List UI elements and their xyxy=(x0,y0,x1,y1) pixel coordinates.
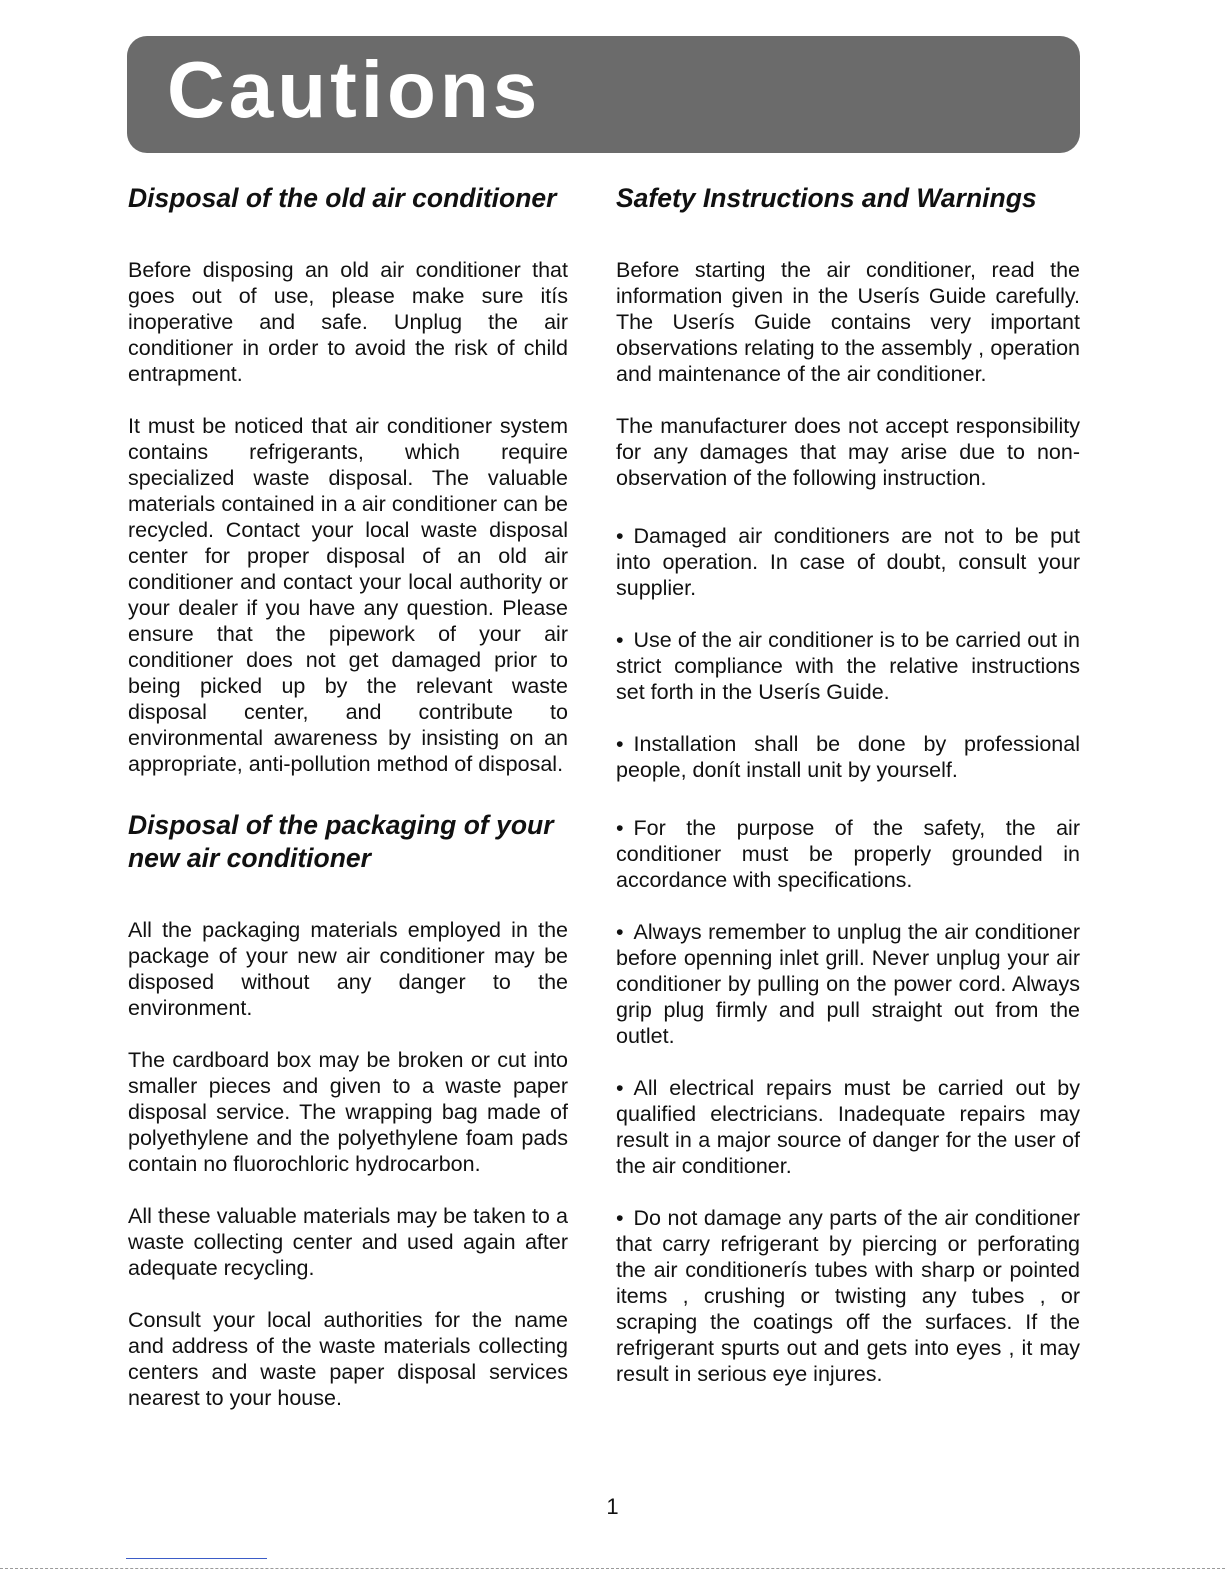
bullet-icon: • xyxy=(616,732,624,756)
bullet-text: Installation shall be done by professional people, donít install unit by yourself. xyxy=(616,732,1080,782)
paragraph-disposal-intro: Before disposing an old air conditioner that goes out of use, please make sure itís inoperative and safe. Unplug the air conditioner in order to avoid the risk of child entrapment. xyxy=(128,258,568,386)
bullet-text: For the purpose of the safety, the air conditioner must be properly grounded in accordance with specifications. xyxy=(616,816,1080,892)
paragraph-manufacturer-responsibility: The manufacturer does not accept responsibility for any damages that may arise due to non-observation of the following instruction. xyxy=(616,414,1080,490)
bullet-item xyxy=(616,523,1080,601)
bullet-icon: • xyxy=(616,1206,624,1230)
bullet-text: Always remember to unplug the air conditioner before openning inlet grill. Never unplug your air conditioner by pulling on the power cord. Always grip plug firmly and pull straight out from the outlet. xyxy=(616,920,1080,1048)
bullet-icon: • xyxy=(616,920,624,944)
bullet-icon: • xyxy=(616,628,624,652)
paragraph-cardboard-box: The cardboard box may be broken or cut into smaller pieces and given to a waste paper disposal service. The wrapping bag made of polyethylene and the polyethylene foam pads contain no fluorochloric hydrocarbon. xyxy=(128,1048,568,1176)
bullet-icon: • xyxy=(616,816,624,840)
cautions-banner xyxy=(127,36,1080,153)
bullet-item xyxy=(616,919,1080,1049)
paragraph-valuable-materials: All these valuable materials may be taken to a waste collecting center and used again after adequate recycling. xyxy=(128,1204,568,1280)
footer-link-underline xyxy=(126,1558,267,1559)
page-title: Cautions xyxy=(167,45,542,134)
heading-disposal-old-ac: Disposal of the old air conditioner xyxy=(128,183,557,213)
bullet-item xyxy=(616,815,1080,893)
paragraph-refrigerants: It must be noticed that air conditioner system contains refrigerants, which require specialized waste disposal. The valuable materials contained in a air conditioner can be recycled. Contact your local waste disposal center for proper disposal of an old air conditioner and contact your local authority or your dealer if you have any question. Please ensure that the pipework of your air conditioner does not get damaged prior to being picked up by the relevant waste disposal center, and contribute to environmental awareness by insisting on an appropriate, anti-pollution method of disposal. xyxy=(128,414,568,776)
heading-safety-instructions: Safety Instructions and Warnings xyxy=(616,183,1037,213)
bullet-icon: • xyxy=(616,1076,624,1100)
page-number: 1 xyxy=(606,1494,619,1519)
bullet-item xyxy=(616,731,1080,783)
bullet-item xyxy=(616,627,1080,705)
bullet-text: Damaged air conditioners are not to be put into operation. In case of doubt, consult your supplier. xyxy=(616,524,1080,600)
bullet-text: Use of the air conditioner is to be carried out in strict compliance with the relative instructions set forth in the Userís Guide. xyxy=(616,628,1080,704)
bullet-text: Do not damage any parts of the air conditioner that carry refrigerant by piercing or perforating the air conditionerís tubes with sharp or pointed items , crushing or twisting any tubes , or scraping the coatings off the surfaces. If the refrigerant spurts out and gets into eyes , it may result in serious eye injures. xyxy=(616,1206,1080,1386)
bullet-item xyxy=(616,1075,1080,1179)
heading-disposal-packaging: Disposal of the packaging of your new air conditioner xyxy=(128,810,554,873)
bullet-text: All electrical repairs must be carried out by qualified electricians. Inadequate repairs may result in a major source of danger for the user of the air conditioner. xyxy=(616,1076,1080,1178)
right-column xyxy=(616,182,1080,1387)
bullet-item xyxy=(616,1205,1080,1387)
paragraph-consult-authorities: Consult your local authorities for the name and address of the waste materials collecting centers and waste paper disposal services nearest to your house. xyxy=(128,1308,568,1410)
paragraph-packaging-materials: All the packaging materials employed in the package of your new air conditioner may be disposed without any danger to the environment. xyxy=(128,918,568,1020)
page-bottom-rule xyxy=(0,1568,1225,1569)
paragraph-read-guide: Before starting the air conditioner, read the information given in the Userís Guide carefully. The Userís Guide contains very important observations relating to the assembly , operation and maintenance of the air conditioner. xyxy=(616,258,1080,386)
left-column xyxy=(128,182,568,1411)
bullet-icon: • xyxy=(616,524,624,548)
